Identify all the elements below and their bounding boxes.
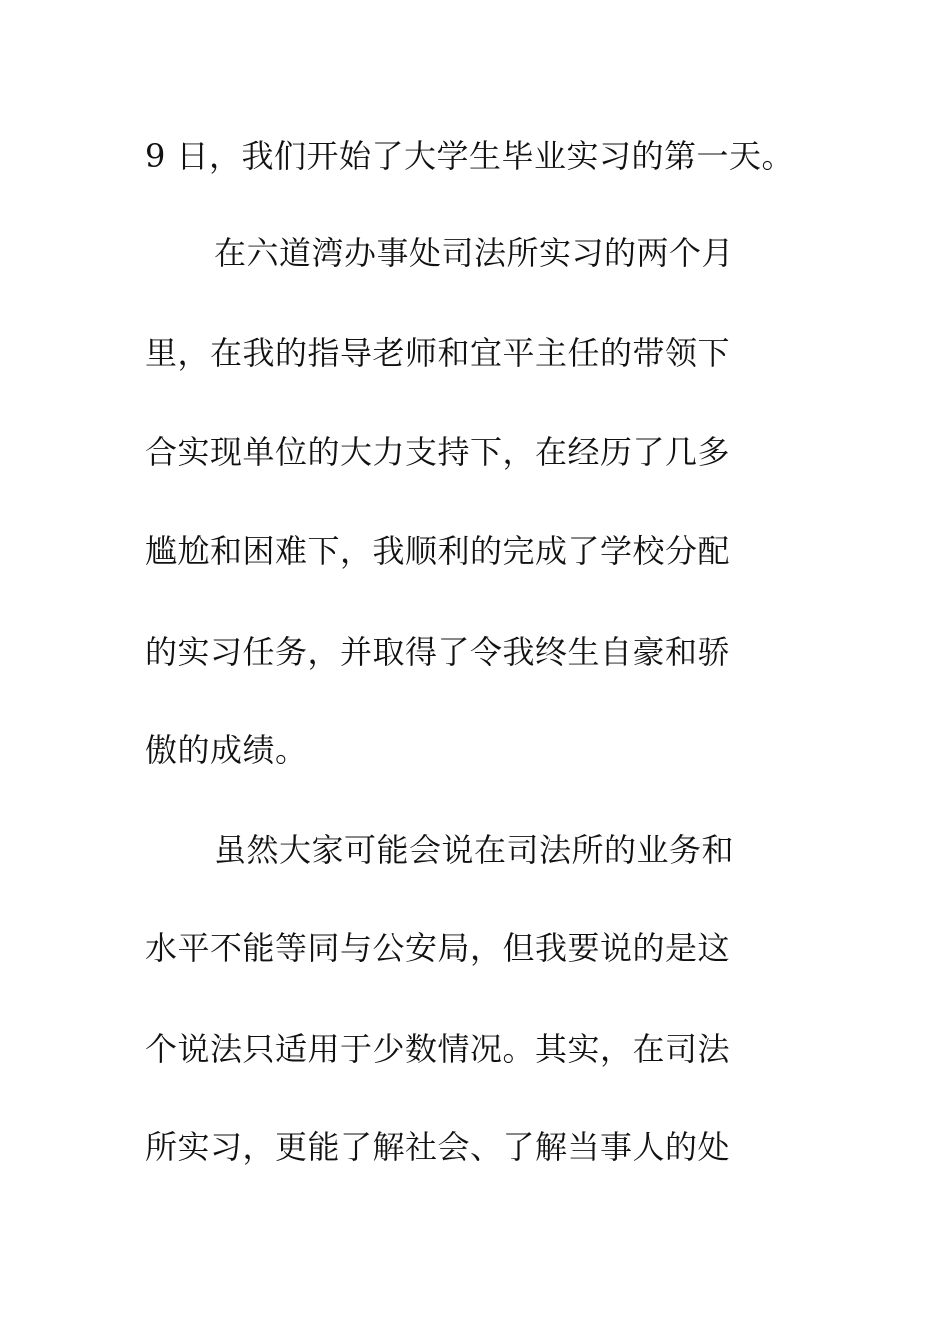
text-line: 个说法只适用于少数情况。其实，在司法 <box>145 1030 731 1068</box>
text-line: 里，在我的指导老师和宜平主任的带领下 <box>145 334 731 372</box>
text-line: 傲的成绩。 <box>145 731 308 769</box>
text-line: 合实现单位的大力支持下，在经历了几多 <box>145 433 731 471</box>
paragraph-start-line: 在六道湾办事处司法所实习的两个月 <box>214 234 735 272</box>
paragraph-start-line: 虽然大家可能会说在司法所的业务和 <box>214 831 735 869</box>
text-line: 水平不能等同与公安局，但我要说的是这 <box>145 929 731 967</box>
text-line: 9 日，我们开始了大学生毕业实习的第一天。 <box>145 137 795 175</box>
text-line: 尴尬和困难下，我顺利的完成了学校分配 <box>145 532 731 570</box>
text-line: 所实习，更能了解社会、了解当事人的处 <box>145 1128 731 1166</box>
text-line: 的实习任务，并取得了令我终生自豪和骄 <box>145 633 731 671</box>
